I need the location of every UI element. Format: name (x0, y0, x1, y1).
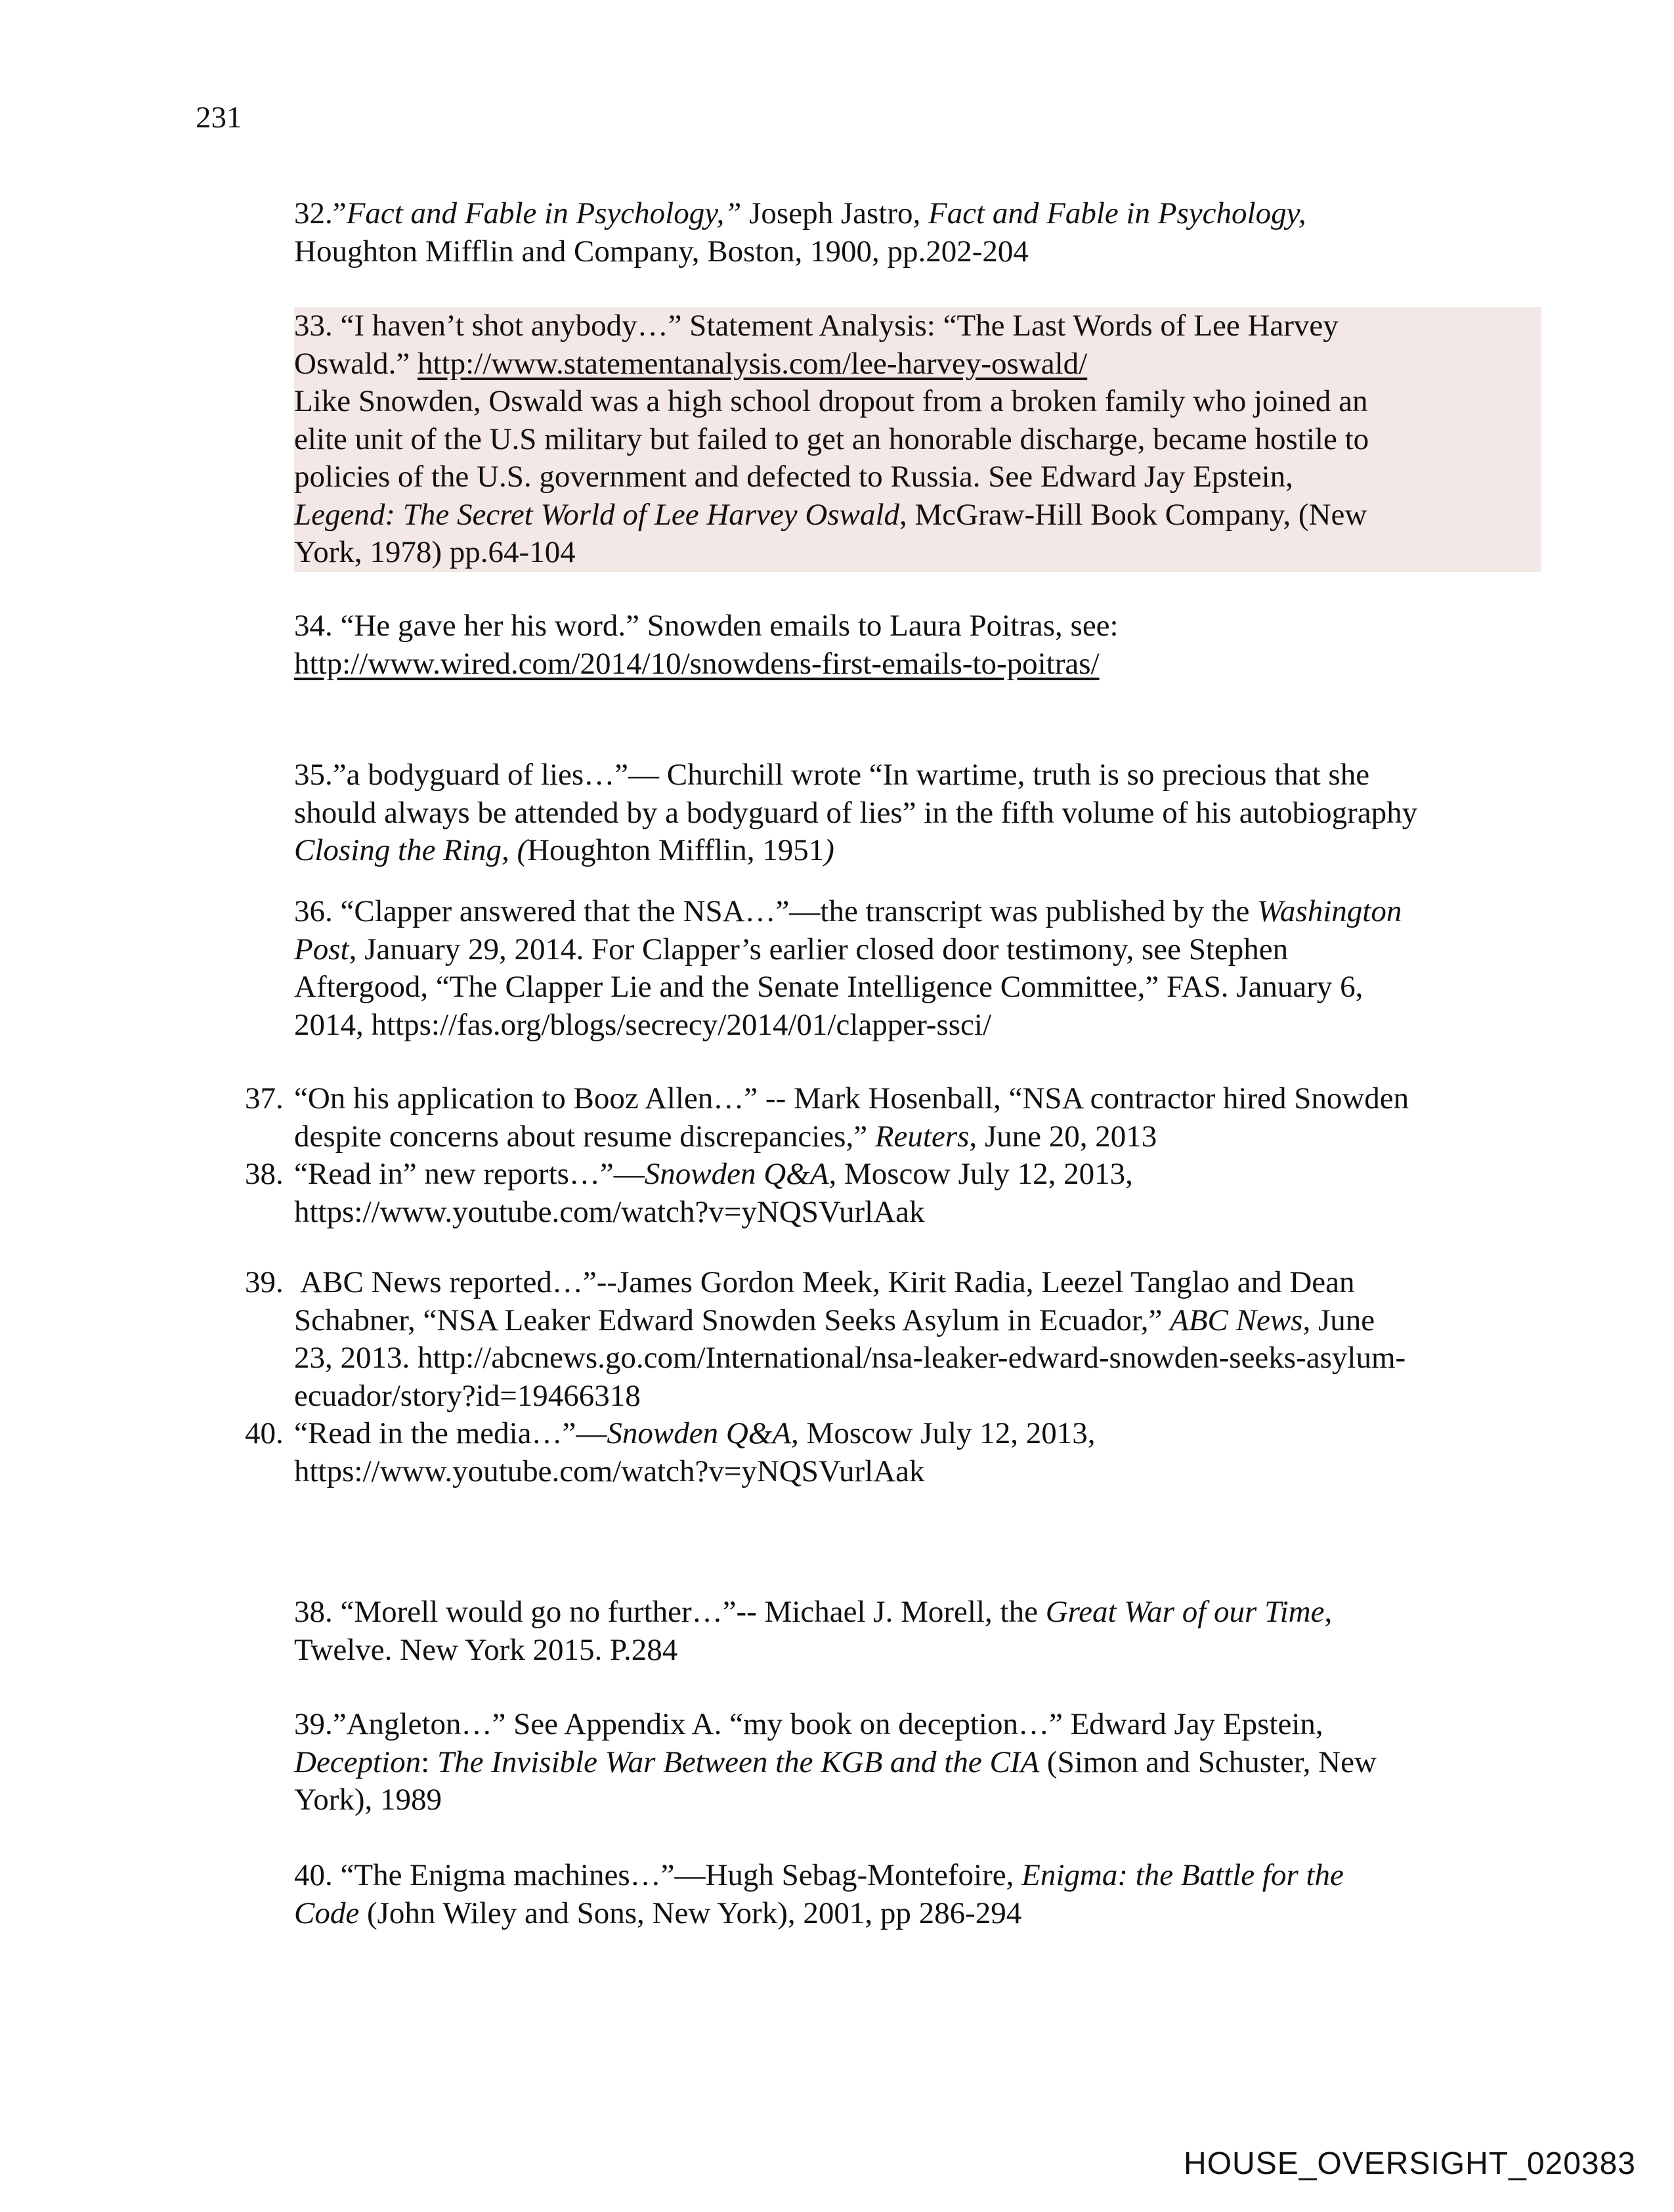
endnote-line (294, 1744, 1541, 1782)
citation-text: , June 20, 2013 (969, 1119, 1157, 1154)
endnote-38 (245, 1156, 1541, 1231)
citation-text: York, 1978) pp.64-104 (294, 535, 576, 569)
citation-text: elite unit of the U.S military but failed to get an honorable discharge, became hostile to (294, 422, 1369, 456)
citation-text: https://www.youtube.com/watch?v=yNQSVurlAak (294, 1454, 925, 1488)
endnote-32 (294, 195, 1541, 271)
endnote-34 (294, 607, 1541, 683)
endnote-38-second (294, 1594, 1541, 1669)
citation-text: ecuador/story?id=19466318 (294, 1378, 641, 1413)
citation-text: 2014, https://fas.org/blogs/secrecy/2014/01/clapper-ssci/ (294, 1007, 992, 1042)
endnote-number: 39. (245, 1265, 284, 1299)
endnote-line (294, 195, 1541, 233)
endnote-line (294, 1007, 1541, 1045)
endnote-39 (245, 1264, 1541, 1415)
citation-text: Like Snowden, Oswald was a high school dropout from a broken family who joined an (294, 384, 1368, 418)
endnote-line (294, 1594, 1541, 1632)
citation-text: should always be attended by a bodyguard of lies” in the fifth volume of his autobiography (294, 795, 1418, 830)
endnote-line (245, 1302, 1541, 1340)
endnote-40-second (294, 1857, 1541, 1932)
endnote-line (294, 931, 1541, 969)
endnote-number: 37. (245, 1081, 284, 1116)
citation-link[interactable]: http://www.wired.com/2014/10/snowdens-first-emails-to-poitras/ (294, 646, 1100, 681)
citation-text: Deception (294, 1745, 421, 1779)
citation-text: : (421, 1745, 437, 1779)
citation-text: Enigma: the Battle for the (1021, 1858, 1344, 1892)
citation-text: “Read in” new reports…”— (294, 1157, 645, 1191)
citation-text: Houghton Mifflin and Company, Boston, 1900, pp.202-204 (294, 234, 1029, 269)
endnote-line (245, 1156, 1541, 1194)
endnote-number: 33. (294, 309, 333, 343)
citation-text: policies of the U.S. government and defected to Russia. See Edward Jay Epstein, (294, 460, 1293, 494)
citation-text: Washington (1257, 894, 1402, 928)
endnote-line (294, 421, 1541, 459)
endnote-40 (245, 1415, 1541, 1490)
citation-text: ABC News reported…”--James Gordon Meek, Kirit Radia, Leezel Tanglao and Dean (294, 1265, 1355, 1299)
citation-text: https://www.youtube.com/watch?v=yNQSVurlAak (294, 1194, 925, 1229)
endnote-line (294, 496, 1541, 534)
citation-text: “He gave her his word.” Snowden emails to Laura Poitras, see: (332, 609, 1119, 643)
citation-text: “Morell would go no further…”-- Michael J. Morell, the (332, 1595, 1046, 1629)
citation-text: Reuters (874, 1119, 970, 1154)
citation-text: I haven’t shot anybody…” Statement Analysis: “The Last Words of Lee Harvey (354, 309, 1339, 343)
endnote-line (294, 1857, 1541, 1895)
endnote-number: 40. (294, 1858, 333, 1892)
endnote-number: 35. (294, 758, 333, 792)
endnote-39-second (294, 1706, 1541, 1819)
citation-text: Moscow July 12, 2013, (836, 1157, 1133, 1191)
citation-text: Closing the Ring, ( (294, 833, 528, 867)
citation-text: Aftergood, “The Clapper Lie and the Senate Intelligence Committee,” FAS. January 6, (294, 970, 1363, 1004)
endnote-line (294, 383, 1541, 421)
citation-text: , January 29, 2014. For Clapper’s earlier closed door testimony, see Stephen (349, 932, 1289, 966)
endnote-line (294, 345, 1541, 383)
endnote-number: 34. (294, 609, 333, 643)
bates-number: HOUSE_OVERSIGHT_020383 (1184, 2146, 1636, 2181)
citation-text: ”Angleton…” See Appendix A. “my book on deception…” Edward Jay Epstein, (332, 1707, 1323, 1741)
citation-text: “On his application to Booz Allen…” -- Mark Hosenball, “NSA contractor hired Snowden (294, 1081, 1409, 1116)
citation-text: “ (332, 309, 354, 343)
citation-text: “The Enigma machines…”—Hugh Sebag-Montefoire, (332, 1858, 1022, 1892)
citation-text: ” (332, 196, 347, 230)
endnote-36 (294, 893, 1541, 1044)
endnote-line (294, 1632, 1541, 1670)
citation-text: Houghton Mifflin, 1951 (527, 833, 825, 867)
citation-text: Schabner, “NSA Leaker Edward Snowden Seeks Asylum in Ecuador,” (294, 1303, 1170, 1337)
endnote-number: 36. (294, 894, 333, 928)
endnote-line (245, 1339, 1541, 1377)
endnote-number: 38. (245, 1157, 284, 1191)
citation-text: York), 1989 (294, 1783, 442, 1817)
citation-text: Snowden Q&A, (644, 1157, 837, 1191)
citation-text: , (1324, 1595, 1333, 1629)
citation-text: ”a bodyguard of lies…”— Churchill wrote “In wartime, truth is so precious that she (332, 758, 1370, 792)
citation-text: Great War of our Time (1045, 1595, 1325, 1629)
citation-text: Oswald.” (294, 346, 418, 381)
endnote-line (294, 794, 1541, 833)
endnote-number: 40. (245, 1416, 284, 1450)
citation-text: Fact and Fable in Psychology,” (346, 196, 742, 230)
endnote-line (294, 893, 1541, 931)
endnote-line (245, 1377, 1541, 1416)
endnote-line (294, 968, 1541, 1007)
page-number: 231 (196, 100, 242, 135)
citation-text: (John Wiley and Sons, New York), 2001, pp 286-294 (359, 1896, 1022, 1930)
endnote-33 (294, 307, 1541, 572)
endnote-line (294, 233, 1541, 271)
citation-text: , Fact and Fable in Psychology, (912, 196, 1306, 230)
endnote-line (245, 1453, 1541, 1491)
endnote-number: 38. (294, 1595, 333, 1629)
citation-text: (Simon and Schuster, New (1039, 1745, 1377, 1779)
citation-text: Twelve. New York 2015. P.284 (294, 1632, 678, 1667)
citation-text: , McGraw-Hill Book Company, (New (899, 497, 1367, 532)
citation-text: “Clapper answered that the NSA…”—the transcript was published by the (332, 894, 1258, 928)
citation-text: “Read in the media…”— (294, 1416, 607, 1450)
citation-text: , June (1302, 1303, 1375, 1337)
citation-text: ABC News (1170, 1303, 1303, 1337)
citation-text: despite concerns about resume discrepancies,” (294, 1119, 875, 1154)
endnote-line (294, 307, 1541, 345)
endnote-line (294, 832, 1541, 870)
endnote-number: 32. (294, 196, 333, 230)
endnote-line (245, 1194, 1541, 1232)
endnote-line (245, 1080, 1541, 1118)
citation-text: Code (294, 1896, 360, 1930)
endnote-line (294, 607, 1541, 645)
endnote-number: 39. (294, 1707, 333, 1741)
citation-text: Snowden Q&A, (607, 1416, 799, 1450)
citation-text: 23, 2013. http://abcnews.go.com/International/nsa-leaker-edward-snowden-seeks-asylum- (294, 1341, 1406, 1375)
citation-text: Post (294, 932, 349, 966)
citation-text: The Invisible War Between the KGB and the CIA (437, 1745, 1040, 1779)
citation-link[interactable]: http://www.statementanalysis.com/lee-harvey-oswald/ (417, 346, 1088, 381)
endnote-line (245, 1118, 1541, 1156)
endnote-line (294, 458, 1541, 496)
citation-text: ) (824, 833, 834, 867)
citation-text: Joseph Jastro (741, 196, 913, 230)
endnote-line (294, 534, 1541, 572)
endnote-line (294, 1895, 1541, 1933)
endnote-line (294, 756, 1541, 794)
endnote-line (245, 1264, 1541, 1302)
endnote-line (294, 1706, 1541, 1744)
citation-text: Legend: The Secret World of Lee Harvey Oswald (294, 497, 900, 532)
endnote-line (294, 645, 1541, 683)
citation-text: Moscow July 12, 2013, (798, 1416, 1096, 1450)
endnote-37 (245, 1080, 1541, 1156)
endnote-line (294, 1781, 1541, 1819)
endnote-line (245, 1415, 1541, 1453)
endnote-35 (294, 756, 1541, 870)
